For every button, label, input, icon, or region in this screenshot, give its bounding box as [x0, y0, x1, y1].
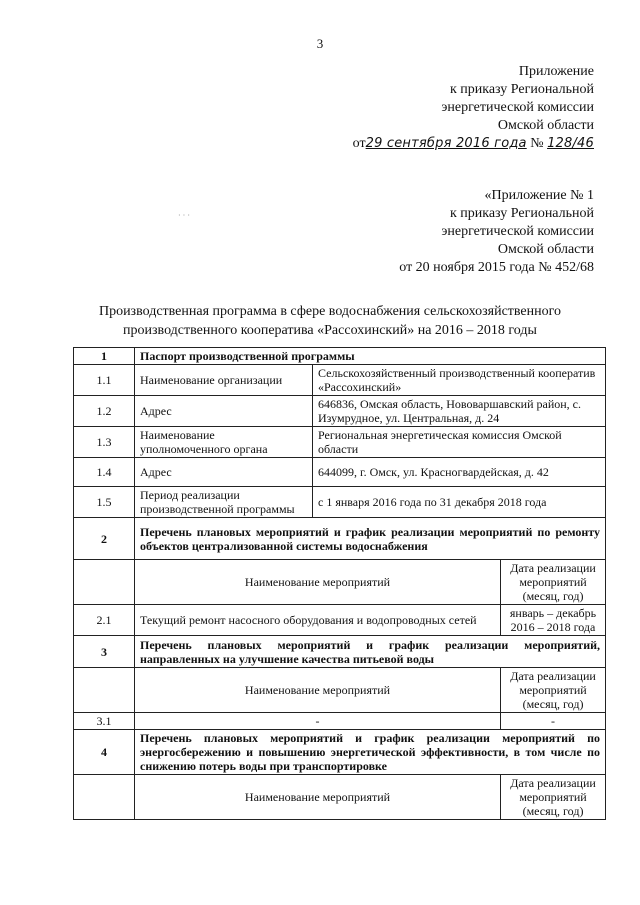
- appendix-line: Приложение: [518, 64, 594, 79]
- row-value: с 1 января 2016 года по 31 декабря 2018 года: [313, 487, 606, 518]
- row-value: 646836, Омская область, Нововаршавский район, с. Изумрудное, ул. Центральная, д. 24: [313, 396, 606, 427]
- appendix-date-line: [353, 135, 594, 153]
- empty-cell: [74, 560, 135, 605]
- activity-date: -: [501, 713, 606, 730]
- section-number: 2: [74, 518, 135, 560]
- row-number: 1.3: [74, 427, 135, 458]
- column-header-row: [74, 560, 606, 605]
- section-number: 4: [74, 730, 135, 775]
- table-row: [74, 605, 606, 636]
- appendix-line: Омской области: [497, 242, 594, 257]
- section-number: 1: [74, 348, 135, 365]
- row-number: 3.1: [74, 713, 135, 730]
- appendix-header: [353, 63, 594, 153]
- row-label: Наименование уполномоченного органа: [135, 427, 313, 458]
- table-row: [74, 365, 606, 396]
- document-title: Производственная программа в сфере водоснабжения сельскохозяйственного производственного кооператива «Рассохинский» на 2016 – 2018 годы: [98, 304, 562, 338]
- column-header-row: [74, 668, 606, 713]
- section-header-row: [74, 730, 606, 775]
- appendix-line: Омской области: [497, 118, 594, 133]
- appendix-line: к приказу Региональной: [449, 82, 594, 97]
- column-header-name: Наименование мероприятий: [135, 668, 501, 713]
- row-value: Региональная энергетическая комиссия Омской области: [313, 427, 606, 458]
- number-prefix: №: [530, 136, 544, 151]
- scan-artifact: · · ·: [178, 211, 190, 220]
- appendix-line: энергетической комиссии: [441, 224, 594, 239]
- section-title: Перечень плановых мероприятий и график реализации мероприятий по энергосбережению и повышению энергетической эффективности, в том числе по снижению потерь воды при транспортировке: [135, 730, 606, 775]
- column-header-date: Дата реализации мероприятий (месяц, год): [501, 560, 606, 605]
- original-appendix-header: [399, 187, 594, 277]
- column-header-name: Наименование мероприятий: [135, 775, 501, 820]
- row-label: Адрес: [135, 396, 313, 427]
- production-program-table: [73, 347, 606, 820]
- activity-name: -: [135, 713, 501, 730]
- row-value: Сельскохозяйственный производственный кооператив «Рассохинский»: [313, 365, 606, 396]
- section-title: Перечень плановых мероприятий и график реализации мероприятий, направленных на улучшение качества питьевой воды: [135, 636, 606, 668]
- column-header-date: Дата реализации мероприятий (месяц, год): [501, 668, 606, 713]
- section-header-row: [74, 518, 606, 560]
- handwritten-number: 128/46: [547, 136, 594, 151]
- section-header-row: [74, 636, 606, 668]
- activity-name: Текущий ремонт насосного оборудования и водопроводных сетей: [135, 605, 501, 636]
- handwritten-date: 29 сентября 2016 года: [365, 136, 527, 151]
- section-title: Перечень плановых мероприятий и график реализации мероприятий по ремонту объектов централизованной системы водоснабжения: [135, 518, 606, 560]
- table-row: [74, 458, 606, 487]
- empty-cell: [74, 775, 135, 820]
- row-label: Адрес: [135, 458, 313, 487]
- appendix-line: «Приложение № 1: [484, 188, 594, 203]
- empty-cell: [74, 668, 135, 713]
- row-number: 1.5: [74, 487, 135, 518]
- table-row: [74, 427, 606, 458]
- row-number: 1.2: [74, 396, 135, 427]
- row-number: 1.1: [74, 365, 135, 396]
- page-number: 3: [316, 36, 324, 51]
- activity-date: январь – декабрь 2016 – 2018 года: [501, 605, 606, 636]
- table-row: [74, 487, 606, 518]
- appendix-line: от 20 ноября 2015 года № 452/68: [399, 260, 594, 275]
- appendix-line: энергетической комиссии: [441, 100, 594, 115]
- section-header-row: [74, 348, 606, 365]
- row-label: Период реализации производственной программы: [135, 487, 313, 518]
- column-header-row: [74, 775, 606, 820]
- row-number: 2.1: [74, 605, 135, 636]
- row-value: 644099, г. Омск, ул. Красногвардейская, д. 42: [313, 458, 606, 487]
- row-label: Наименование организации: [135, 365, 313, 396]
- section-number: 3: [74, 636, 135, 668]
- column-header-date: Дата реализации мероприятий (месяц, год): [501, 775, 606, 820]
- appendix-line: к приказу Региональной: [449, 206, 594, 221]
- table-row: [74, 713, 606, 730]
- section-title: Паспорт производственной программы: [135, 348, 606, 365]
- row-number: 1.4: [74, 458, 135, 487]
- table-row: [74, 396, 606, 427]
- column-header-name: Наименование мероприятий: [135, 560, 501, 605]
- date-prefix: от: [352, 136, 366, 151]
